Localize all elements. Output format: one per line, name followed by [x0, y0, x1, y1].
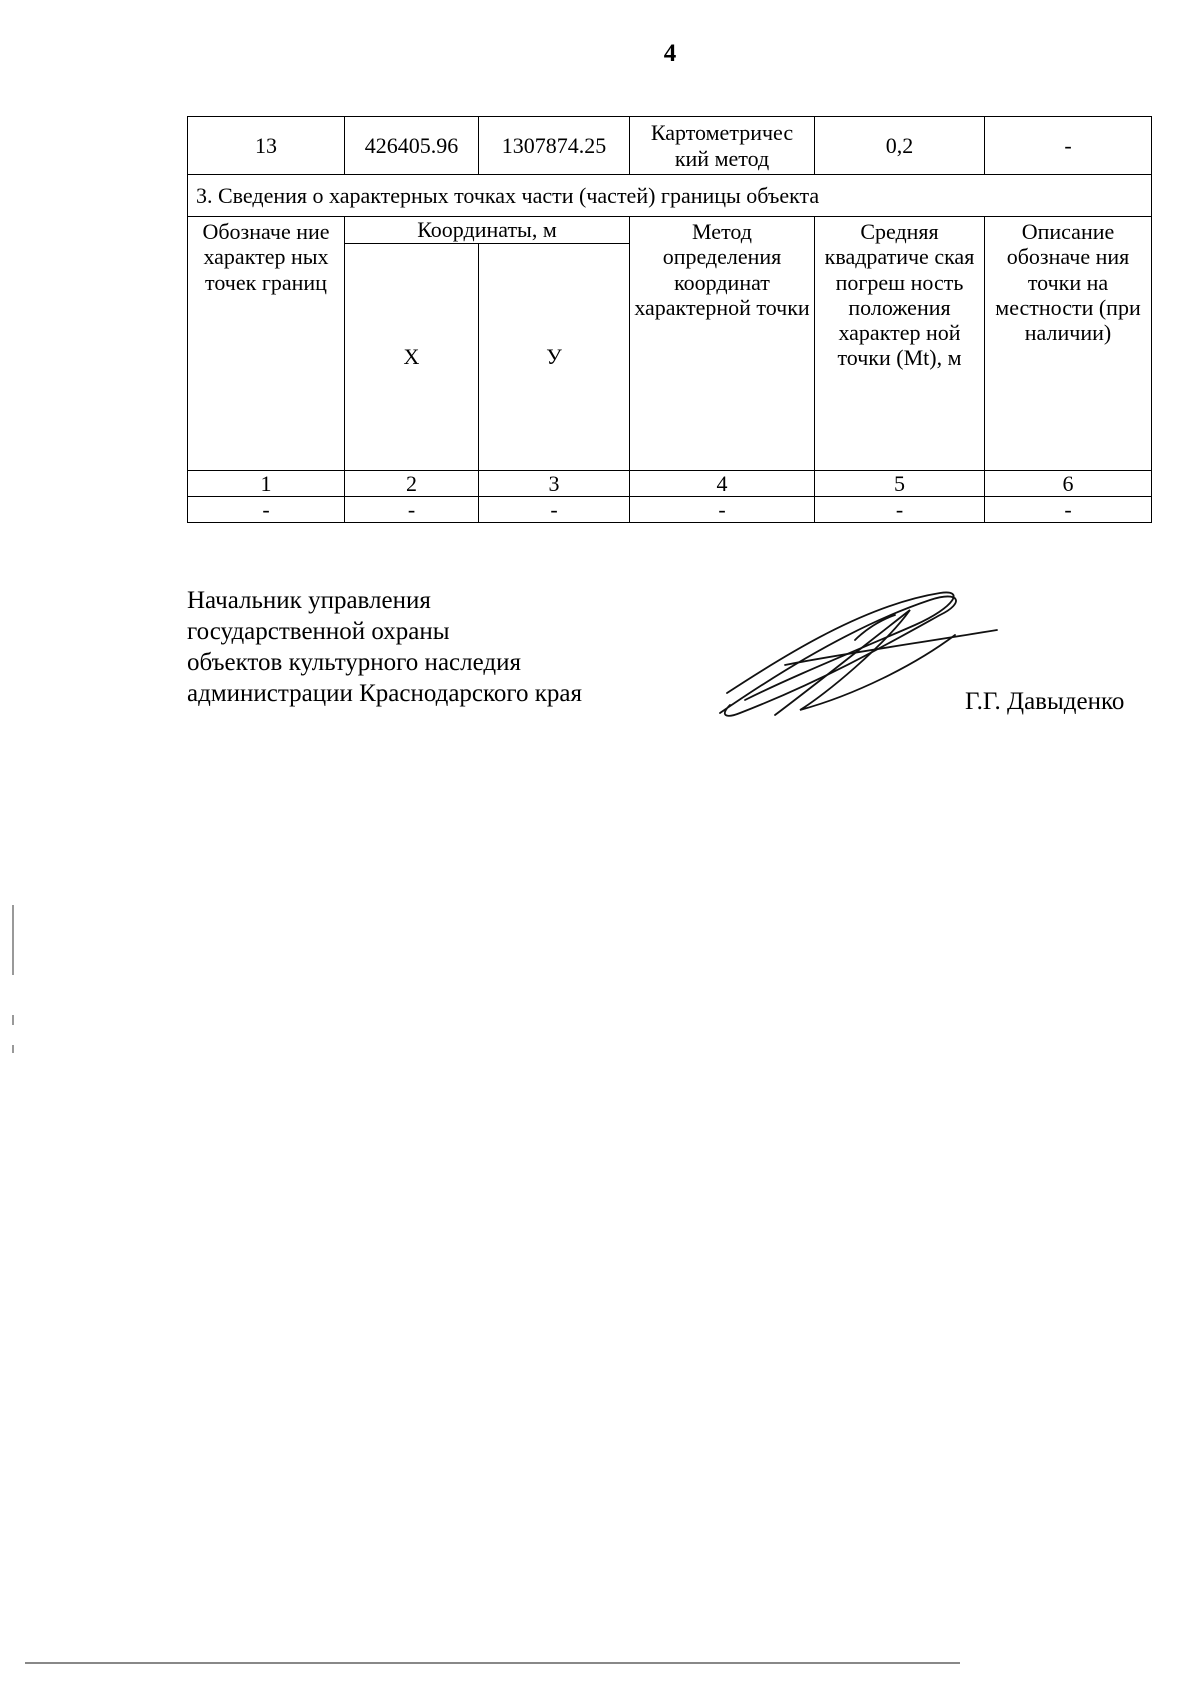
header-x: Х [345, 244, 479, 471]
column-number: 1 [188, 471, 345, 497]
signer-name: Г.Г. Давыденко [965, 688, 1125, 715]
header-row [188, 217, 1152, 244]
method-cell: Картометричес кий метод [630, 117, 815, 175]
error-cell: 0,2 [815, 117, 985, 175]
empty-cell: - [815, 497, 985, 523]
scan-artifact [12, 1045, 14, 1053]
column-number: 3 [479, 471, 630, 497]
scan-artifact [12, 905, 14, 975]
header-coordinates: Координаты, м [345, 217, 630, 244]
description-cell: - [985, 117, 1152, 175]
empty-cell: - [985, 497, 1152, 523]
column-number: 6 [985, 471, 1152, 497]
empty-cell: - [345, 497, 479, 523]
x-coordinate-cell: 426405.96 [345, 117, 479, 175]
y-coordinate-cell: 1307874.25 [479, 117, 630, 175]
boundary-points-table [187, 116, 1152, 523]
header-method: Метод определения координат характерной точки [630, 217, 815, 471]
header-y: У [479, 244, 630, 471]
column-number: 4 [630, 471, 815, 497]
header-description: Описание обозначе ния точки на местности (при наличии) [985, 217, 1152, 471]
empty-cell: - [479, 497, 630, 523]
page-number: 4 [663, 40, 677, 67]
signer-title-line: государственной охраны [187, 618, 450, 645]
section-title-row [188, 175, 1152, 217]
column-number: 5 [815, 471, 985, 497]
column-number: 2 [345, 471, 479, 497]
table-row [188, 497, 1152, 523]
header-point-designation: Обозначе ние характер ных точек границ [188, 217, 345, 471]
empty-cell: - [188, 497, 345, 523]
signer-title [187, 585, 582, 709]
signer-title-line: администрации Краснодарского края [187, 680, 583, 707]
scan-bottom-edge [25, 1662, 960, 1664]
point-number-cell: 13 [188, 117, 345, 175]
section-title: 3. Сведения о характерных точках части (частей) границы объекта [188, 175, 1152, 217]
header-mean-error: Средняя квадратиче ская погреш ность положения характер ной точки (Mt), м [815, 217, 985, 471]
signer-title-line: объектов культурного наследия [187, 649, 521, 676]
table-row [188, 117, 1152, 175]
column-numbers-row [188, 471, 1152, 497]
empty-cell: - [630, 497, 815, 523]
handwritten-signature [715, 585, 1005, 735]
signer-title-line: Начальник управления [187, 587, 431, 614]
scan-artifact [12, 1015, 14, 1025]
